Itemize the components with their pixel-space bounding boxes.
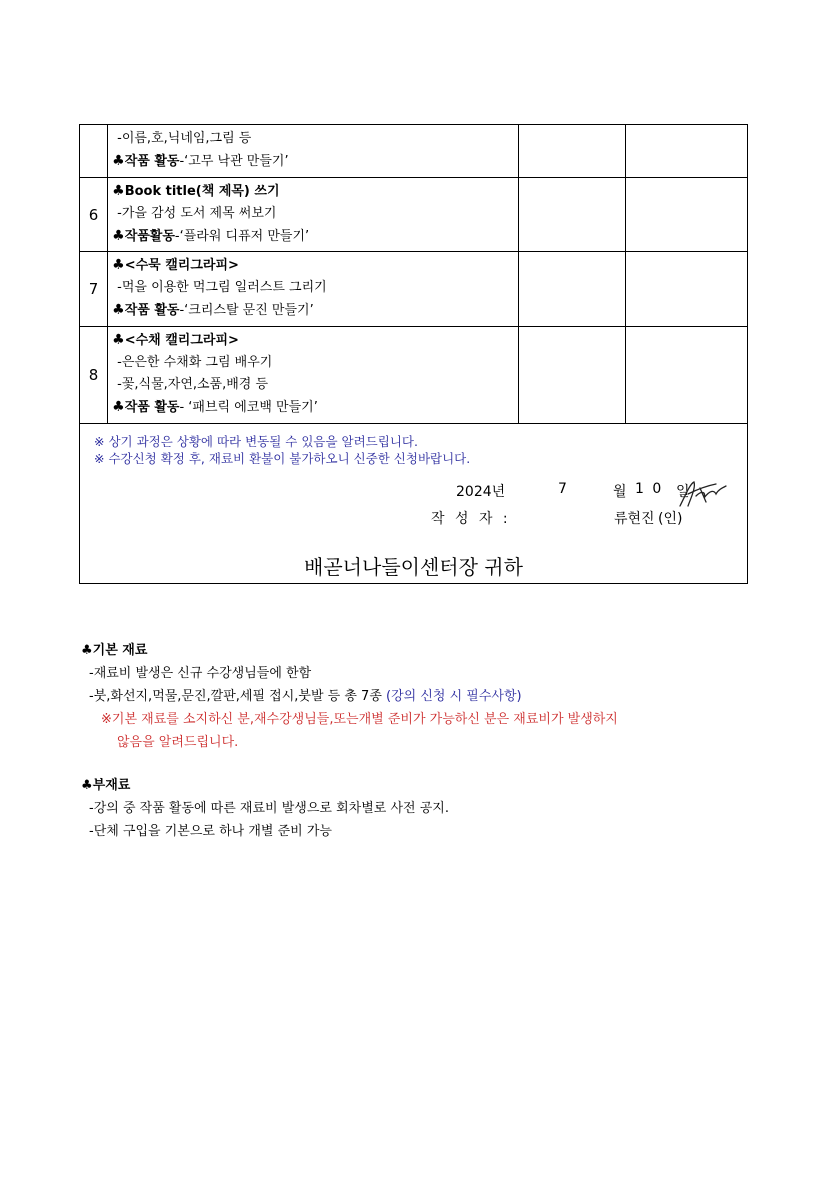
content-line: [108, 299, 518, 322]
exemption-note: 않음을 알려드립니다.: [117, 735, 239, 750]
activity-text: -‘크리스탈 문진 만들기’: [179, 303, 314, 318]
basic-materials-heading: [81, 639, 147, 658]
club-icon: ♣: [112, 183, 125, 199]
session-number: 7: [80, 252, 108, 327]
session-content: [108, 178, 519, 252]
activity-label: 작품 활동: [124, 303, 180, 318]
notice-text: ※ 수강신청 확정 후, 재료비 환불이 불가하오니 신중한 신청바랍니다.: [94, 451, 471, 466]
club-icon: ♣: [81, 778, 93, 793]
empty-cell: [518, 125, 625, 178]
content-line: [108, 150, 518, 173]
author-name: 류현진: [614, 511, 655, 527]
session-content: [108, 327, 519, 424]
table-row: [80, 252, 748, 327]
section-title: 기본 재료: [92, 643, 148, 658]
club-icon: ♣: [112, 153, 125, 169]
date-day: 1 0: [635, 481, 664, 497]
session-number: 6: [80, 178, 108, 252]
content-line: -은은한 수채화 그림 배우기: [117, 355, 273, 370]
table-row: [80, 178, 748, 252]
session-number: [80, 125, 108, 178]
topic-title: <수채 캘리그라피>: [124, 333, 239, 348]
author-label: 작 성 자 :: [431, 511, 511, 527]
signature-mark: [676, 476, 728, 512]
content-line: [108, 329, 518, 352]
activity-label: 작품 활동: [124, 154, 180, 169]
session-number: 8: [80, 327, 108, 424]
activity-text: -‘고무 낙관 만들기’: [179, 154, 289, 169]
topic-title: Book title(책 제목) 쓰기: [124, 184, 280, 199]
sub-materials-line: -강의 중 작품 활동에 따른 재료비 발생으로 회차별로 사전 공지.: [89, 801, 449, 816]
session-content: [108, 252, 519, 327]
topic-title: <수묵 캘리그라피>: [124, 258, 239, 273]
notes-row: [80, 424, 748, 584]
content-line: -꽃,식물,자연,소품,배경 등: [117, 377, 269, 392]
content-line: [108, 396, 518, 419]
content-line: [108, 254, 518, 277]
exemption-note: ※기본 재료를 소지하신 분,재수강생님들,또는개별 준비가 가능하신 분은 재료비가 발생하지: [101, 712, 618, 727]
date-year: 2024년: [456, 484, 506, 500]
club-icon: ♣: [112, 399, 125, 415]
basic-materials-line: [89, 685, 522, 704]
empty-cell: [626, 327, 748, 424]
activity-label: 작품활동: [124, 229, 175, 244]
content-line: [108, 180, 518, 203]
table-row: [80, 327, 748, 424]
section-title: 부재료: [92, 778, 131, 793]
empty-cell: [626, 125, 748, 178]
activity-text: -‘플라워 디퓨저 만들기’: [174, 229, 310, 244]
date-month: 7: [558, 481, 567, 497]
content-line: -가을 감성 도서 제목 써보기: [117, 206, 277, 221]
content-line: -이름,호,닉네임,그림 등: [117, 131, 252, 146]
club-icon: ♣: [112, 257, 125, 273]
activity-label: 작품 활동: [124, 400, 180, 415]
club-icon: ♣: [112, 228, 125, 244]
session-content: [108, 125, 519, 178]
content-line: [108, 225, 518, 248]
empty-cell: [626, 252, 748, 327]
club-icon: ♣: [112, 302, 125, 318]
basic-materials-line: -재료비 발생은 신규 수강생님들에 한함: [89, 666, 312, 681]
empty-cell: [518, 327, 625, 424]
author-seal: (인): [658, 511, 683, 527]
empty-cell: [518, 252, 625, 327]
empty-cell: [518, 178, 625, 252]
notice-text: ※ 상기 과정은 상황에 따라 변동될 수 있음을 알려드립니다.: [94, 434, 418, 449]
sub-materials-line: -단체 구입을 기본으로 하나 개별 준비 가능: [89, 824, 332, 839]
addressee: 배곧너나들이센터장 귀하: [304, 555, 523, 579]
table-row: [80, 125, 748, 178]
schedule-table: [79, 124, 748, 584]
activity-text: - ‘패브릭 에코백 만들기’: [179, 400, 318, 415]
required-note: (강의 신청 시 필수사항): [386, 689, 522, 704]
date-month-label: 월: [613, 484, 627, 500]
notes-cell: [80, 424, 748, 584]
club-icon: ♣: [112, 332, 125, 348]
date-day-label: 일: [676, 484, 690, 500]
materials-list: -붓,화선지,먹물,문진,깔판,세필 접시,붓발 등 총 7종: [89, 689, 387, 704]
sub-materials-heading: [81, 774, 130, 793]
club-icon: ♣: [81, 643, 93, 658]
content-line: -먹을 이용한 먹그림 일러스트 그리기: [117, 280, 327, 295]
empty-cell: [626, 178, 748, 252]
